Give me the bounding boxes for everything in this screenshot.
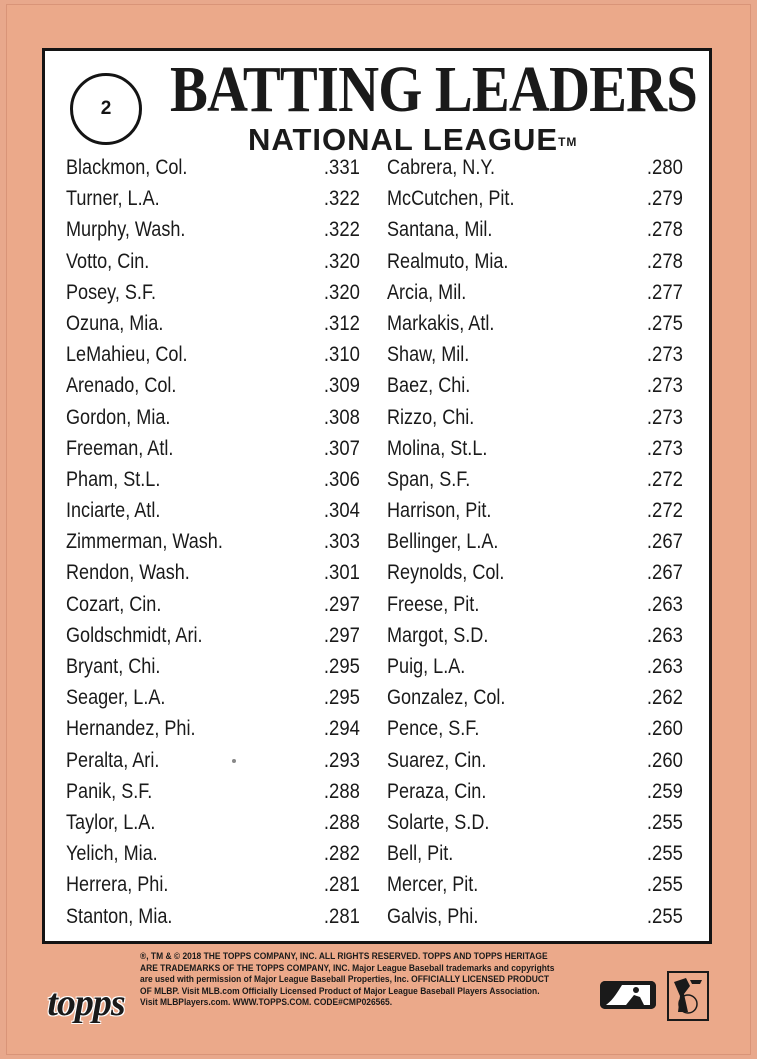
leader-row — [66, 152, 360, 183]
player-name: Posey, S.F. — [66, 280, 157, 304]
player-name: Gordon, Mia. — [66, 405, 171, 429]
leader-row — [387, 339, 683, 370]
leader-row — [387, 713, 683, 744]
player-name: Peraza, Cin. — [387, 779, 487, 803]
player-name: Arenado, Col. — [66, 374, 177, 398]
leader-row — [66, 339, 360, 370]
batting-average: .262 — [647, 686, 683, 710]
leaders-column-left — [66, 152, 360, 932]
batting-average: .279 — [647, 187, 683, 211]
card-title: BATTING LEADERS — [170, 53, 697, 126]
batting-average: .278 — [647, 218, 683, 242]
leader-row — [387, 464, 683, 495]
player-name: Turner, L.A. — [66, 187, 160, 211]
batting-average: .278 — [647, 249, 683, 273]
batting-average: .273 — [647, 436, 683, 460]
leader-row — [387, 557, 683, 588]
leader-row — [387, 370, 683, 401]
player-name: Pham, St.L. — [66, 467, 161, 491]
player-name: Santana, Mil. — [387, 218, 493, 242]
leader-row — [387, 433, 683, 464]
batting-average: .301 — [324, 561, 360, 585]
player-name: Suarez, Cin. — [387, 748, 487, 772]
leader-row — [66, 745, 360, 776]
batting-average: .310 — [324, 343, 360, 367]
leader-row — [387, 402, 683, 433]
leader-row — [387, 308, 683, 339]
leader-row — [66, 214, 360, 245]
mlb-logo — [600, 981, 656, 1009]
player-name: Seager, L.A. — [66, 686, 166, 710]
batting-average: .320 — [324, 249, 360, 273]
leader-row — [387, 682, 683, 713]
batting-average: .297 — [324, 592, 360, 616]
leader-row — [387, 277, 683, 308]
leader-row — [66, 277, 360, 308]
card-number: 2 — [100, 98, 112, 119]
legal-line: ®, TM & © 2018 THE TOPPS COMPANY, INC. ALL RIGHTS RESERVED. TOPPS AND TOPPS HERITAGE — [140, 951, 548, 962]
batting-average: .272 — [647, 499, 683, 523]
player-name: Murphy, Wash. — [66, 218, 186, 242]
player-name: Solarte, S.D. — [387, 810, 490, 834]
batting-average: .304 — [324, 499, 360, 523]
topps-logo — [40, 982, 132, 1024]
batting-average: .306 — [324, 467, 360, 491]
leader-row — [66, 402, 360, 433]
leader-row — [66, 246, 360, 277]
batting-average: .259 — [647, 779, 683, 803]
leader-row — [387, 776, 683, 807]
batting-average: .255 — [647, 873, 683, 897]
player-name: Pence, S.F. — [387, 717, 480, 741]
mlbpa-logo — [664, 968, 712, 1024]
leader-row — [387, 214, 683, 245]
player-name: Bryant, Chi. — [66, 655, 161, 678]
player-name: Bellinger, L.A. — [387, 530, 499, 554]
trademark-mark: TM — [558, 135, 578, 149]
player-name: Zimmerman, Wash. — [66, 530, 223, 554]
legal-line: Visit MLBPlayers.com. WWW.TOPPS.COM. CODE#CMP026565. — [140, 997, 393, 1009]
batting-average: .267 — [647, 561, 683, 585]
leader-row — [66, 526, 360, 557]
player-name: Baez, Chi. — [387, 374, 471, 398]
player-name: Arcia, Mil. — [387, 280, 467, 304]
leader-row — [66, 370, 360, 401]
leader-row — [66, 869, 360, 900]
leader-row — [387, 152, 683, 183]
leader-row — [66, 589, 360, 620]
batting-average: .293 — [324, 748, 360, 772]
player-name: Hernandez, Phi. — [66, 717, 196, 741]
player-name: Herrera, Phi. — [66, 873, 169, 897]
player-name: Shaw, Mil. — [387, 343, 470, 367]
batting-average: .288 — [324, 779, 360, 803]
leader-row — [66, 682, 360, 713]
batting-average: .303 — [324, 530, 360, 554]
batting-average: .255 — [647, 842, 683, 866]
batting-average: .273 — [647, 374, 683, 398]
player-name: Puig, L.A. — [387, 655, 466, 678]
batting-average: .281 — [324, 873, 360, 897]
batting-average: .312 — [324, 311, 360, 335]
leader-row — [66, 838, 360, 869]
leader-row — [387, 869, 683, 900]
batting-average: .322 — [324, 187, 360, 211]
legal-line: ARE TRADEMARKS OF THE TOPPS COMPANY, INC. Major League Baseball trademarks and copyrights — [140, 962, 555, 974]
player-name: Span, S.F. — [387, 467, 471, 491]
batting-average: .267 — [647, 530, 683, 554]
leader-row — [387, 745, 683, 776]
batting-average: .277 — [647, 280, 683, 304]
batting-average: .263 — [647, 655, 683, 678]
batting-average: .272 — [647, 467, 683, 491]
batting-average: .295 — [324, 655, 360, 678]
leader-row — [387, 246, 683, 277]
leader-row — [387, 807, 683, 838]
batting-average: .280 — [647, 156, 683, 179]
leader-row — [66, 807, 360, 838]
batting-average: .273 — [647, 343, 683, 367]
batting-average: .255 — [647, 904, 683, 928]
legal-line: OF MLBP. Visit MLB.com Officially Licensed Product of Major League Baseball Players Association. — [140, 985, 540, 997]
batting-average: .320 — [324, 280, 360, 304]
leader-row — [387, 901, 683, 932]
player-name: Ozuna, Mia. — [66, 311, 164, 335]
leader-row — [387, 651, 683, 682]
batting-average: .281 — [324, 904, 360, 928]
batting-average: .255 — [647, 810, 683, 834]
league-name: NATIONAL LEAGUE — [248, 122, 559, 157]
leader-row — [66, 776, 360, 807]
player-name: Margot, S.D. — [387, 623, 489, 647]
leader-row — [387, 526, 683, 557]
leader-row — [387, 589, 683, 620]
player-name: Cabrera, N.Y. — [387, 156, 496, 179]
player-name: Gonzalez, Col. — [387, 686, 506, 710]
player-name: Rizzo, Chi. — [387, 405, 475, 429]
player-name: Reynolds, Col. — [387, 561, 505, 585]
player-name: Peralta, Ari. — [66, 748, 160, 772]
batting-average: .263 — [647, 623, 683, 647]
player-name: Mercer, Pit. — [387, 873, 479, 897]
batting-average: .263 — [647, 592, 683, 616]
leader-row — [66, 495, 360, 526]
leader-row — [387, 620, 683, 651]
leader-row — [66, 308, 360, 339]
player-name: Taylor, L.A. — [66, 810, 156, 834]
leader-row — [387, 183, 683, 214]
batting-average: .275 — [647, 311, 683, 335]
batting-average: .273 — [647, 405, 683, 429]
topps-wordmark: topps — [47, 982, 125, 1024]
batting-average: .322 — [324, 218, 360, 242]
batting-average: .295 — [324, 686, 360, 710]
batting-average: .307 — [324, 436, 360, 460]
card-number-badge — [70, 73, 142, 145]
leader-row — [66, 557, 360, 588]
batting-average: .260 — [647, 717, 683, 741]
player-name: Molina, St.L. — [387, 436, 488, 460]
player-name: Markakis, Atl. — [387, 311, 495, 335]
batting-average: .282 — [324, 842, 360, 866]
player-name: McCutchen, Pit. — [387, 187, 515, 211]
batting-average: .294 — [324, 717, 360, 741]
player-name: Inciarte, Atl. — [66, 499, 161, 523]
leader-row — [66, 651, 360, 682]
player-name: Yelich, Mia. — [66, 842, 158, 866]
player-name: Freeman, Atl. — [66, 436, 174, 460]
leader-row — [387, 495, 683, 526]
batting-average: .309 — [324, 374, 360, 398]
player-name: Bell, Pit. — [387, 842, 454, 866]
player-name: Panik, S.F. — [66, 779, 153, 803]
batting-average: .297 — [324, 623, 360, 647]
player-name: Galvis, Phi. — [387, 904, 479, 928]
batting-average: .260 — [647, 748, 683, 772]
leader-row — [66, 713, 360, 744]
leader-row — [66, 901, 360, 932]
leader-row — [66, 464, 360, 495]
player-name: Stanton, Mia. — [66, 904, 173, 928]
leader-row — [66, 433, 360, 464]
legal-text — [140, 951, 602, 1009]
player-name: Realmuto, Mia. — [387, 249, 509, 273]
player-name: Cozart, Cin. — [66, 592, 162, 616]
batting-average: .308 — [324, 405, 360, 429]
batting-average: .331 — [324, 156, 360, 179]
player-name: LeMahieu, Col. — [66, 343, 188, 367]
leader-row — [387, 838, 683, 869]
leaders-column-right — [387, 152, 683, 932]
leader-row — [66, 620, 360, 651]
batting-average: .288 — [324, 810, 360, 834]
player-name: Freese, Pit. — [387, 592, 480, 616]
player-name: Harrison, Pit. — [387, 499, 492, 523]
player-name: Rendon, Wash. — [66, 561, 190, 585]
legal-line: are used with permission of Major League Baseball Properties, Inc. OFFICIALLY LICENSED PRODUCT — [140, 974, 550, 986]
player-name: Goldschmidt, Ari. — [66, 623, 203, 647]
player-name: Blackmon, Col. — [66, 156, 188, 179]
player-name: Votto, Cin. — [66, 249, 150, 273]
print-speck — [232, 759, 236, 763]
leader-row — [66, 183, 360, 214]
